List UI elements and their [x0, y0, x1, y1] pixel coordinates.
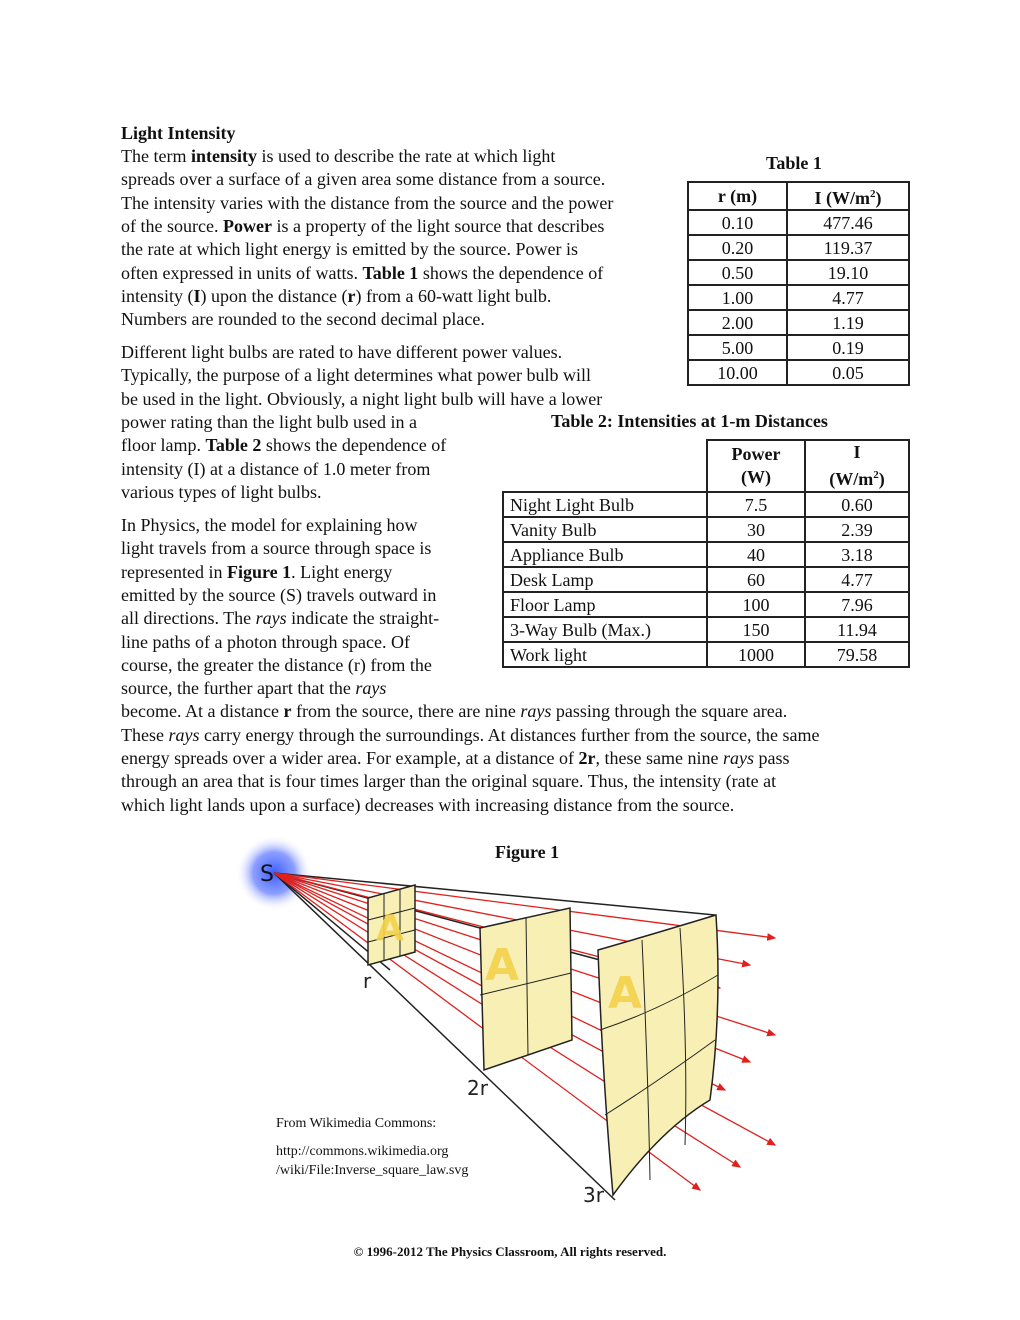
area-panel-r — [368, 885, 415, 965]
table2-header-power: Power (W) — [707, 440, 805, 492]
para1-text: r — [347, 285, 356, 306]
para1-line — [121, 168, 605, 191]
table1-cell-i: 19.10 — [787, 260, 909, 285]
para3-text: Figure 1 — [226, 561, 292, 582]
para3-text: rays — [168, 724, 200, 745]
table1-cell-i: 4.77 — [787, 285, 909, 310]
para3-text: , these same nine — [595, 748, 723, 768]
para3-text: rays — [722, 748, 754, 768]
table1-header-r: r (m) — [688, 182, 787, 210]
table2-header-intensity: I $(W/m^2)$ — [805, 440, 909, 492]
para3-text: rays — [520, 701, 552, 722]
table2-cell-type: Appliance Bulb — [503, 542, 707, 567]
table2-row — [503, 642, 909, 667]
para2-text: shows the dependence of — [261, 435, 447, 456]
para3-text: become. At a distance — [121, 701, 284, 722]
para1-text: Numbers are rounded to the second decimal place. — [121, 309, 485, 330]
para1-text: is used to describe the rate at which light — [257, 146, 556, 166]
para1-line — [121, 215, 604, 238]
table1-cell-i: 119.37 — [787, 235, 909, 260]
para3-line — [121, 677, 386, 700]
table1-cell-r: 0.50 — [688, 260, 787, 285]
para3-text: source, the further apart that the — [121, 678, 356, 699]
table1-header-i: I $(W/m^2)$ — [787, 182, 909, 210]
para3-text: . Light energy — [291, 561, 393, 582]
table2-cell-power: 30 — [707, 517, 805, 542]
table1-cell-r: 5.00 — [688, 335, 787, 360]
para3-line — [121, 514, 417, 537]
table2-cell-power: 40 — [707, 542, 805, 567]
para3-text: emitted by the source (S) travels outward in — [121, 584, 437, 605]
table2-cell-intensity: 7.96 — [805, 592, 909, 617]
para3-text: rays — [355, 678, 387, 699]
para3-line — [121, 770, 776, 793]
para2-line — [121, 481, 322, 504]
area-letter-r: A — [376, 908, 404, 949]
para1-text: ) upon the distance ( — [200, 285, 348, 306]
para1-text: Power — [222, 215, 272, 236]
area-panel-3r — [598, 915, 718, 1195]
para3-line — [121, 561, 392, 584]
inverse-square-law-figure — [230, 830, 790, 1220]
para2-text: Table 2 — [205, 435, 262, 456]
para3-text: which light lands upon a surface) decreases with increasing distance from the source. — [121, 794, 735, 815]
para1-text: ) from a 60-watt light bulb. — [355, 285, 552, 306]
table1-header-row — [688, 182, 909, 210]
copyright-footer: © 1996-2012 The Physics Classroom, All rights reserved. — [353, 1244, 667, 1259]
para1-text: spreads over a surface of a given area some distance from a source. — [121, 169, 606, 190]
table1-row — [688, 285, 909, 310]
table1-cell-r: 0.20 — [688, 235, 787, 260]
para1-text: intensity — [190, 146, 257, 166]
para1-line — [121, 145, 555, 168]
credit-link-1[interactable]: http://commons.wikimedia.org — [276, 1144, 449, 1159]
area-panel-2r — [480, 908, 572, 1070]
table2-cell-intensity: 11.94 — [805, 617, 909, 642]
para3-line — [121, 747, 789, 770]
para3-text: through an area that is four times larger than the original square. Thus, the intensity (rate at — [121, 771, 777, 792]
para3-text: These — [121, 724, 169, 745]
para3-text: pass — [753, 748, 790, 768]
para2-text: Different light bulbs are rated to have different power values. — [121, 342, 563, 362]
para1-line — [121, 262, 603, 285]
table2-header-blank — [503, 440, 707, 492]
para3-text: all directions. The — [121, 608, 256, 629]
table2-header-row — [503, 440, 909, 492]
para1-text: shows the dependence of — [418, 262, 604, 283]
table1-row — [688, 235, 909, 260]
para3-text: course, the greater the distance (r) from the — [121, 654, 432, 675]
para2-text: power rating than the light bulb used in a — [121, 411, 417, 432]
table2-cell-power: 7.5 — [707, 492, 805, 517]
para3-text: energy spreads over a wider area. For example, at a distance of — [121, 748, 579, 768]
area-letter-2r: A — [485, 940, 520, 991]
table2-row — [503, 592, 909, 617]
para3-text: carry energy through the surroundings. At distances further from the source, the same — [199, 724, 820, 745]
table2-cell-type: Floor Lamp — [503, 592, 707, 617]
para1-text: The intensity varies with the distance from the source and the power — [121, 192, 614, 213]
table1-cell-i: 477.46 — [787, 210, 909, 235]
table2-cell-intensity: 3.18 — [805, 542, 909, 567]
para3-text: indicate the straight- — [286, 608, 440, 629]
table2-row — [503, 542, 909, 567]
para2-text: be used in the light. Obviously, a night light bulb will have a lower — [121, 388, 603, 409]
para2-line — [121, 411, 417, 434]
table2-cell-intensity: 4.77 — [805, 567, 909, 592]
para1-text: of the source. — [121, 215, 223, 236]
source-label: S — [260, 862, 274, 887]
para3-text: 2r — [578, 748, 596, 768]
table2-row — [503, 492, 909, 517]
table2-row — [503, 517, 909, 542]
table2-cell-type: Work light — [503, 642, 707, 667]
para3-text: r — [283, 701, 292, 722]
para1-line — [121, 192, 613, 215]
para1-text: I — [193, 285, 201, 306]
para3-line — [121, 794, 734, 817]
table2-cell-intensity: 2.39 — [805, 517, 909, 542]
para1-text: often expressed in units of watts. — [121, 262, 363, 283]
para2-line — [121, 341, 562, 364]
table1-cell-r: 2.00 — [688, 310, 787, 335]
para2-line — [121, 388, 602, 411]
table2-cell-intensity: 0.60 — [805, 492, 909, 517]
para2-line — [121, 364, 591, 387]
table1-row — [688, 360, 909, 385]
table1-cell-r: 0.10 — [688, 210, 787, 235]
table2-cell-power: 1000 — [707, 642, 805, 667]
para1-text: is a property of the light source that describes — [271, 215, 605, 236]
distance-label-3r: 3r — [583, 1183, 604, 1207]
table1-cell-r: 10.00 — [688, 360, 787, 385]
table1-cell-r: 1.00 — [688, 285, 787, 310]
table2 — [502, 439, 910, 668]
distance-label-2r: 2r — [467, 1076, 488, 1100]
area-letter-3r: A — [608, 968, 643, 1019]
para3-text: from the source, there are nine — [291, 701, 521, 722]
para3-text: rays — [255, 608, 287, 629]
table2-cell-type: Desk Lamp — [503, 567, 707, 592]
para1-text: The term — [121, 146, 191, 166]
para1-line — [121, 308, 485, 331]
table1-caption: Table 1 — [766, 153, 822, 173]
section-heading: Light Intensity — [121, 123, 236, 143]
para2-line — [121, 434, 446, 457]
table2-cell-type: Night Light Bulb — [503, 492, 707, 517]
para3-text: light travels from a source through space is — [121, 538, 432, 559]
para3-line — [121, 607, 439, 630]
para1-text: Table 1 — [362, 262, 419, 283]
para2-text: various types of light bulbs. — [121, 481, 322, 502]
para1-text: intensity ( — [121, 285, 194, 306]
table2-caption: Table 2: Intensities at 1-m Distances — [551, 411, 828, 431]
para2-text: intensity (I) at a distance of 1.0 meter from — [121, 458, 431, 479]
table2-row — [503, 617, 909, 642]
para3-line — [121, 631, 410, 654]
para3-text: In Physics, the model for explaining how — [121, 515, 418, 535]
table1-row — [688, 310, 909, 335]
table2-cell-intensity: 79.58 — [805, 642, 909, 667]
para3-text: represented in — [121, 561, 227, 582]
para1-line — [121, 238, 578, 261]
table2-cell-power: 150 — [707, 617, 805, 642]
para2-text: Typically, the purpose of a light determines what power bulb will — [121, 365, 591, 386]
credit-line-1: From Wikimedia Commons: — [276, 1116, 437, 1131]
table2-cell-power: 60 — [707, 567, 805, 592]
table1-cell-i: 0.19 — [787, 335, 909, 360]
table1-row — [688, 260, 909, 285]
para3-text: line paths of a photon through space. Of — [121, 631, 410, 652]
table2-row — [503, 567, 909, 592]
para1-line — [121, 285, 551, 308]
table1-cell-i: 0.05 — [787, 360, 909, 385]
table1 — [687, 181, 910, 386]
para3-text: passing through the square area. — [551, 701, 788, 722]
distance-label-r: r — [363, 969, 372, 993]
para3-line — [121, 700, 787, 723]
para3-line — [121, 584, 436, 607]
table2-cell-type: Vanity Bulb — [503, 517, 707, 542]
table1-row — [688, 210, 909, 235]
para2-line — [121, 458, 430, 481]
credit-link-2[interactable]: /wiki/File:Inverse_square_law.svg — [276, 1163, 469, 1178]
para2-text: floor lamp. — [121, 435, 206, 456]
para1-text: the rate at which light energy is emitted by the source. Power is — [121, 239, 579, 260]
table1-row — [688, 335, 909, 360]
table2-cell-type: 3-Way Bulb (Max.) — [503, 617, 707, 642]
para3-line — [121, 537, 431, 560]
para3-line — [121, 654, 432, 677]
figure-caption: Figure 1 — [495, 842, 560, 862]
table1-cell-i: 1.19 — [787, 310, 909, 335]
table2-cell-power: 100 — [707, 592, 805, 617]
para3-line — [121, 724, 819, 747]
